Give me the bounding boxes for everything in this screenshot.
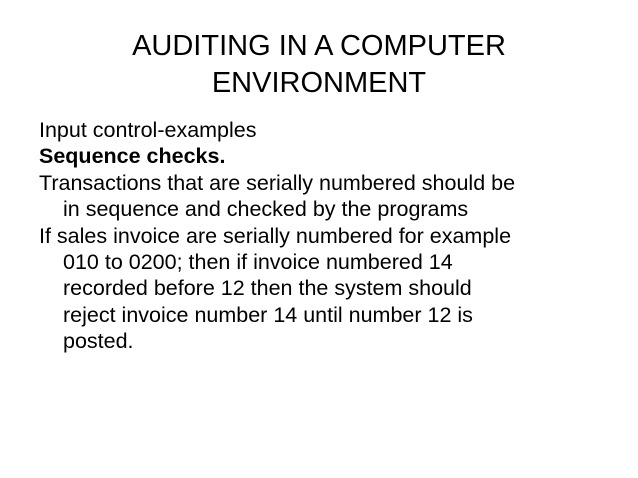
body-paragraph-example: If sales invoice are serially numbered for example 010 to 0200; then if invoice numbered 14 recorded before 12 then the system should reject invoice number 14 until number 12 is posted. — [39, 223, 512, 354]
body-paragraph-heading: Sequence checks. — [39, 144, 226, 169]
slide-title: AUDITING IN A COMPUTER ENVIRONMENT — [132, 30, 506, 99]
slide-body — [39, 117, 614, 355]
body-paragraph-transactions: Transactions that are serially numbered should be in sequence and checked by the programs — [39, 170, 516, 222]
body-paragraph-intro: Input control-examples — [39, 118, 257, 142]
